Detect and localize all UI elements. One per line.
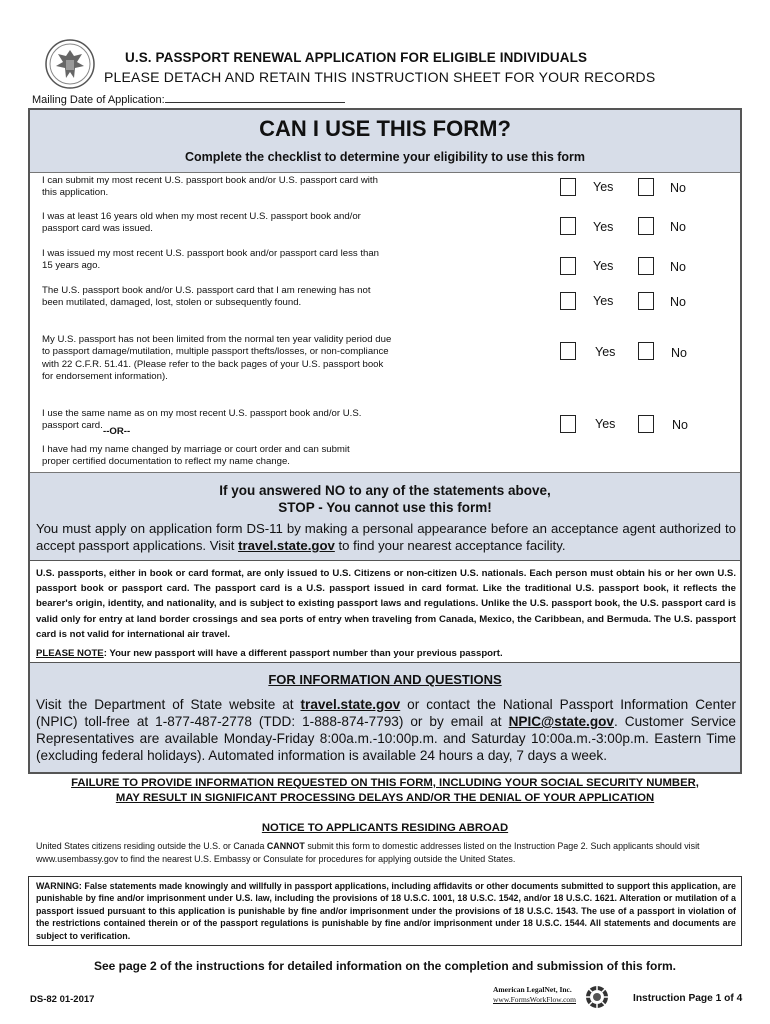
checklist-subtitle: Complete the checklist to determine your eligibility to use this form [184, 150, 586, 164]
info-text [36, 696, 736, 764]
checklist-item-3: I was issued my most recent U.S. passport book and/or passport card less than 15 years ago. [42, 248, 380, 272]
stop-notice [30, 482, 740, 516]
no-checkbox-5[interactable] [638, 342, 654, 360]
yes-label-6: Yes [595, 417, 616, 431]
no-label-3: No [670, 260, 686, 274]
globe-gear-icon [585, 985, 609, 1009]
warning-text: WARNING: False statements made knowingly and willfully in passport applications, including affidavits or other documents submitted to support this application, are punishable by fine and/or imprisonment under U.S. law, including the provisions of 18 U.S.C. 1001, 18 U.S.C. 1542, and/or 18 U.S.C. 1621. Alteration or mutilation of a passport issued pursuant to this application is punishable by fine and/or imprisonment under the provisions of 18 U.S.C. 1543. The use of a passport in violation of the restrictions contained therein or of the passport regulations is punishable by fine and/or imprisonment under 18 U.S.C. 1544. All statements and documents are subject to verification. [36, 881, 736, 941]
please-note-text: : Your new passport will have a different passport number than your previous passport. [103, 648, 503, 660]
yes-checkbox-3[interactable] [560, 257, 576, 275]
failure-notice [28, 776, 742, 806]
ds11-text: You must apply on application form DS-11 by making a personal appearance before an acceptance agent authorized to accept passport applications. Visit [36, 521, 736, 553]
no-label-2: No [670, 220, 686, 234]
mailing-date-label: Mailing Date of Application: [32, 94, 165, 106]
passport-info [36, 566, 736, 661]
form-id: DS-82 01-2017 [30, 994, 95, 1005]
checklist-item-2: I was at least 16 years old when my most recent U.S. passport book and/or passport card was issued. [42, 211, 361, 235]
abroad-text-2: submit this form to domestic addresses listed on the Instruction Page 2. Such applicants should visit www.usembassy.gov to find the nearest U.S. Embassy or Consulate for procedures for applying outside the United States. [36, 841, 700, 864]
checklist-item-5: My U.S. passport has not been limited from the normal ten year validity period due to passport damage/mutilation, multiple passport thefts/losses, or non-compliance with 22 C.F.R. 51.41. (Please refer to the back pages of your U.S. passport book for endorsement information). [42, 334, 392, 382]
info-text-1: Visit the Department of State website at [36, 697, 301, 712]
checklist-item-6-alt: I have had my name changed by marriage or court order and can submit proper certified documentation to reflect my name change. [42, 444, 350, 468]
ds11-text-end: to find your nearest acceptance facility. [334, 538, 566, 553]
passport-info-text: U.S. passports, either in book or card format, are only issued to U.S. Citizens or non-citizen U.S. nationals. Each person must obtain his or her own U.S. passport book or passport card. The passport card is a U.S. passport issued in card format. Like the traditional U.S. passport book, it reflects the bearer's origin, identity, and nationality, and is subject to existing passport laws and regulations. Unlike the U.S. passport book, the U.S. passport card is valid only for entry at land border crossings and sea ports of entry when traveling from Canada, Mexico, the Caribbean, and Bermuda. The U.S. passport card is not valid for international air travel. [36, 568, 736, 640]
failure-line-1: FAILURE TO PROVIDE INFORMATION REQUESTED ON THIS FORM, INCLUDING YOUR SOCIAL SECURITY NUMBER, [71, 777, 699, 789]
form-title: U.S. PASSPORT RENEWAL APPLICATION FOR ELIGIBLE INDIVIDUALS [125, 50, 588, 65]
no-checkbox-4[interactable] [638, 292, 654, 310]
checklist-item-4: The U.S. passport book and/or U.S. passport card that I am renewing has not been mutilated, damaged, lost, stolen or subsequently found. [42, 285, 371, 309]
yes-checkbox-2[interactable] [560, 217, 576, 235]
publisher [493, 985, 576, 1005]
abroad-text-1: United States citizens residing outside the U.S. or Canada [36, 841, 267, 851]
travel-state-link-2[interactable]: travel.state.gov [300, 697, 401, 712]
yes-label-3: Yes [593, 259, 614, 273]
no-checkbox-6[interactable] [638, 415, 654, 433]
yes-label-4: Yes [593, 294, 614, 308]
checklist-item-1: I can submit my most recent U.S. passport book and/or U.S. passport card with this application. [42, 175, 378, 199]
info-text-2: or contact the National Passport Information Center (NPIC) toll-free at 1-877-487-2778 (TDD: 1-888-874-7793) or by email at [36, 697, 736, 729]
publisher-url[interactable]: www.FormsWorkFlow.com [493, 995, 577, 1004]
no-checkbox-1[interactable] [638, 178, 654, 196]
yes-label-5: Yes [595, 345, 616, 359]
travel-state-link[interactable]: travel.state.gov [238, 538, 335, 553]
no-checkbox-2[interactable] [638, 217, 654, 235]
divider [30, 560, 740, 561]
info-title: FOR INFORMATION AND QUESTIONS [268, 672, 502, 687]
ds11-instructions [36, 520, 736, 554]
yes-checkbox-5[interactable] [560, 342, 576, 360]
yes-checkbox-4[interactable] [560, 292, 576, 310]
see-page-2: See page 2 of the instructions for detailed information on the completion and submission of this form. [93, 959, 677, 973]
stop-line-2: STOP - You cannot use this form! [278, 500, 492, 515]
form-subtitle: PLEASE DETACH AND RETAIN THIS INSTRUCTION SHEET FOR YOUR RECORDS [104, 69, 656, 85]
yes-label-1: Yes [593, 180, 614, 194]
please-note-label: PLEASE NOTE [36, 648, 104, 660]
failure-line-2: MAY RESULT IN SIGNIFICANT PROCESSING DELAYS AND/OR THE DENIAL OF YOUR APPLICATION [115, 792, 655, 804]
abroad-text [36, 840, 736, 865]
npic-email-link[interactable]: NPIC@state.gov [508, 714, 614, 729]
info-text-3: . Customer Service Representatives are available Monday-Friday 8:00a.m.-10:00p.m. and Saturday 10:00a.m.-3:00p.m. Eastern Time (excluding federal holidays). Automated information is available 24 hours a day, 7 days a week. [36, 714, 736, 763]
stop-line-1: If you answered NO to any of the statements above, [219, 483, 551, 498]
publisher-name: American LegalNet, Inc. [493, 985, 572, 994]
no-checkbox-3[interactable] [638, 257, 654, 275]
no-label-6: No [672, 418, 688, 432]
mailing-date [32, 92, 345, 106]
no-label-1: No [670, 181, 686, 195]
yes-checkbox-1[interactable] [560, 178, 576, 196]
cannot-label: CANNOT [266, 841, 305, 851]
no-label-4: No [670, 295, 686, 309]
checklist-title: CAN I USE THIS FORM? [259, 116, 511, 141]
mailing-date-field[interactable] [165, 92, 345, 103]
page-number: Instruction Page 1 of 4 [633, 993, 743, 1004]
checklist-item-6: I use the same name as on my most recent U.S. passport book and/or U.S. passport card. [42, 408, 362, 432]
yes-checkbox-6[interactable] [560, 415, 576, 433]
or-label: --OR-- [103, 426, 131, 437]
abroad-title: NOTICE TO APPLICANTS RESIDING ABROAD [261, 822, 509, 834]
great-seal-icon [44, 38, 96, 90]
no-label-5: No [671, 346, 687, 360]
yes-label-2: Yes [593, 220, 614, 234]
